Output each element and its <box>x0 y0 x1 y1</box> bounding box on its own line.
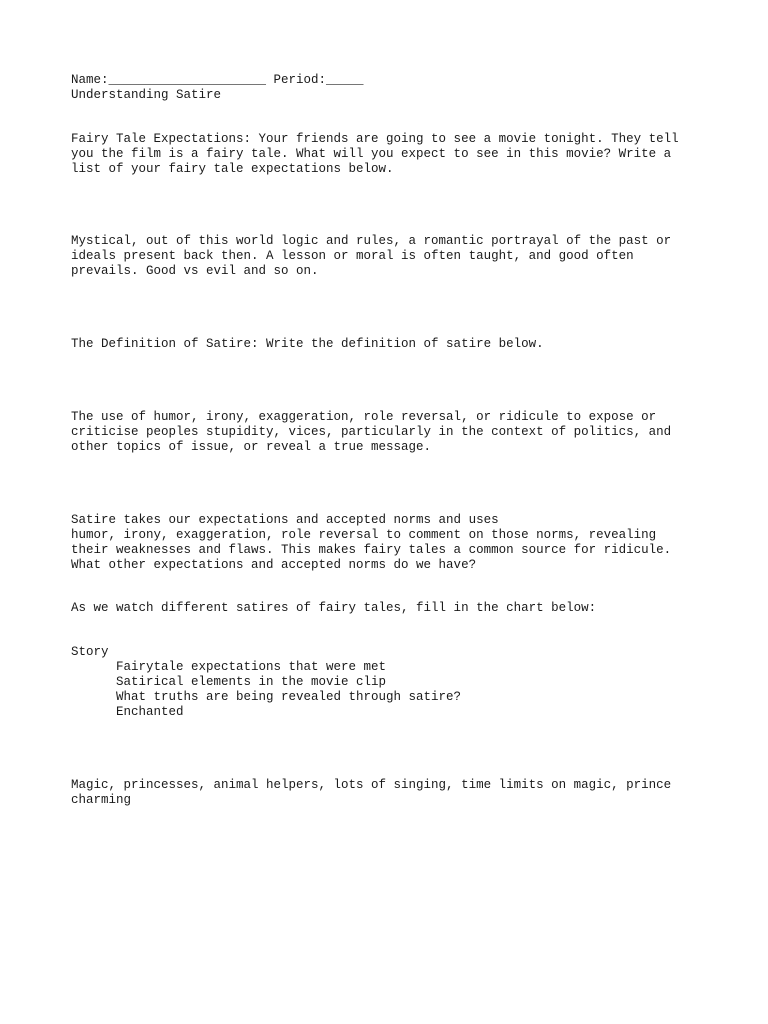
expectations-prompt-line: you the film is a fairy tale. What will you expect to see in this movie? Write a <box>71 147 672 161</box>
satire-norms-line: their weaknesses and flaws. This makes fairy tales a common source for ridicule. <box>71 543 672 557</box>
expectations-answer-line: prevails. Good vs evil and so on. <box>71 264 319 278</box>
chart-row-enchanted: Enchanted <box>116 705 184 719</box>
expectations-prompt-line: Fairy Tale Expectations: Your friends are going to see a movie tonight. They tell <box>71 132 679 146</box>
definition-answer-line: The use of humor, irony, exaggeration, role reversal, or ridicule to expose or <box>71 410 657 424</box>
chart-column-label: Fairytale expectations that were met <box>116 660 387 674</box>
enchanted-answer-line: Magic, princesses, animal helpers, lots of singing, time limits on magic, prince <box>71 778 672 792</box>
chart-header-story: Story <box>71 645 109 659</box>
satire-norms-line: Satire takes our expectations and accepted norms and uses <box>71 513 499 527</box>
definition-answer-line: criticise peoples stupidity, vices, particularly in the context of politics, and <box>71 425 672 439</box>
satire-norms-line: humor, irony, exaggeration, role reversal to comment on those norms, revealing <box>71 528 657 542</box>
expectations-answer-line: ideals present back then. A lesson or moral is often taught, and good often <box>71 249 634 263</box>
satire-norms-line: What other expectations and accepted norms do we have? <box>71 558 477 572</box>
chart-column-label: Satirical elements in the movie clip <box>116 675 387 689</box>
expectations-prompt-line: list of your fairy tale expectations below. <box>71 162 394 176</box>
page-title: Understanding Satire <box>71 88 222 102</box>
definition-prompt: The Definition of Satire: Write the definition of satire below. <box>71 337 544 351</box>
enchanted-answer-line: charming <box>71 793 132 807</box>
expectations-answer-line: Mystical, out of this world logic and rules, a romantic portrayal of the past or <box>71 234 672 248</box>
chart-instructions: As we watch different satires of fairy tales, fill in the chart below: <box>71 601 597 615</box>
name-period-line: Name:_____________________ Period:_____ <box>71 73 364 87</box>
chart-column-label: What truths are being revealed through satire? <box>116 690 462 704</box>
definition-answer-line: other topics of issue, or reveal a true message. <box>71 440 432 454</box>
